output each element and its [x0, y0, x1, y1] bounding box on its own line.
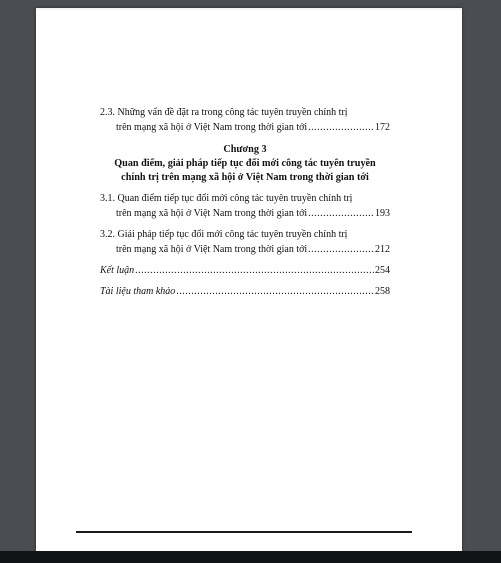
dot-leader: [308, 120, 374, 135]
toc-entry-2-3-page: 172: [375, 122, 390, 133]
toc-entry-2-3-text: trên mạng xã hội ở Việt Nam trong thời gian tới: [116, 122, 308, 133]
toc-entry-2-3-line2: [100, 120, 390, 135]
toc-entry-3-2-line1: 3.2. Giải pháp tiếp tục đổi mới công tác tuyên truyền chính trị: [100, 229, 348, 240]
toc-entry-3-2-page: 212: [375, 244, 390, 255]
dot-leader: [308, 242, 374, 257]
page-top-edge: [36, 8, 462, 11]
toc-entry-3-2-line2: [100, 242, 390, 257]
toc-entry-conclusion[interactable]: [100, 263, 390, 278]
document-page: [36, 8, 462, 551]
chapter-number: Chương 3: [223, 144, 267, 155]
dot-leader: [176, 284, 374, 299]
toc-references-page: 258: [375, 286, 390, 297]
toc-entry-3-2[interactable]: [100, 227, 390, 257]
toc-entry-3-1[interactable]: [100, 191, 390, 221]
chapter-title-line1: Quan điểm, giải pháp tiếp tục đổi mới công tác tuyên truyền: [114, 158, 376, 169]
chapter-title-line2: chính trị trên mạng xã hội ở Việt Nam trong thời gian tới: [121, 172, 369, 183]
table-of-contents: [100, 105, 390, 299]
toc-entry-3-1-page: 193: [375, 208, 390, 219]
toc-conclusion-label: Kết luận: [100, 265, 135, 276]
toc-entry-3-1-text: trên mạng xã hội ở Việt Nam trong thời gian tới: [116, 208, 308, 219]
toc-references-label: Tài liệu tham khảo: [100, 286, 176, 297]
toc-entry-2-3-line1: 2.3. Những vấn đề đặt ra trong công tác tuyên truyền chính trị: [100, 107, 348, 118]
toc-entry-3-2-text: trên mạng xã hội ở Việt Nam trong thời gian tới: [116, 244, 308, 255]
toc-entry-references[interactable]: [100, 284, 390, 299]
dot-leader: [308, 206, 374, 221]
chapter-heading: [100, 143, 390, 185]
toc-entry-2-3[interactable]: [100, 105, 390, 135]
toc-entry-3-1-line1: 3.1. Quan điểm tiếp tục đổi mới công tác tuyên truyền chính trị: [100, 193, 353, 204]
viewer-bottom-bar: [0, 551, 501, 563]
dot-leader: [135, 263, 374, 278]
toc-conclusion-page: 254: [375, 265, 390, 276]
toc-entry-3-1-line2: [100, 206, 390, 221]
page-bottom-edge: [76, 531, 412, 533]
